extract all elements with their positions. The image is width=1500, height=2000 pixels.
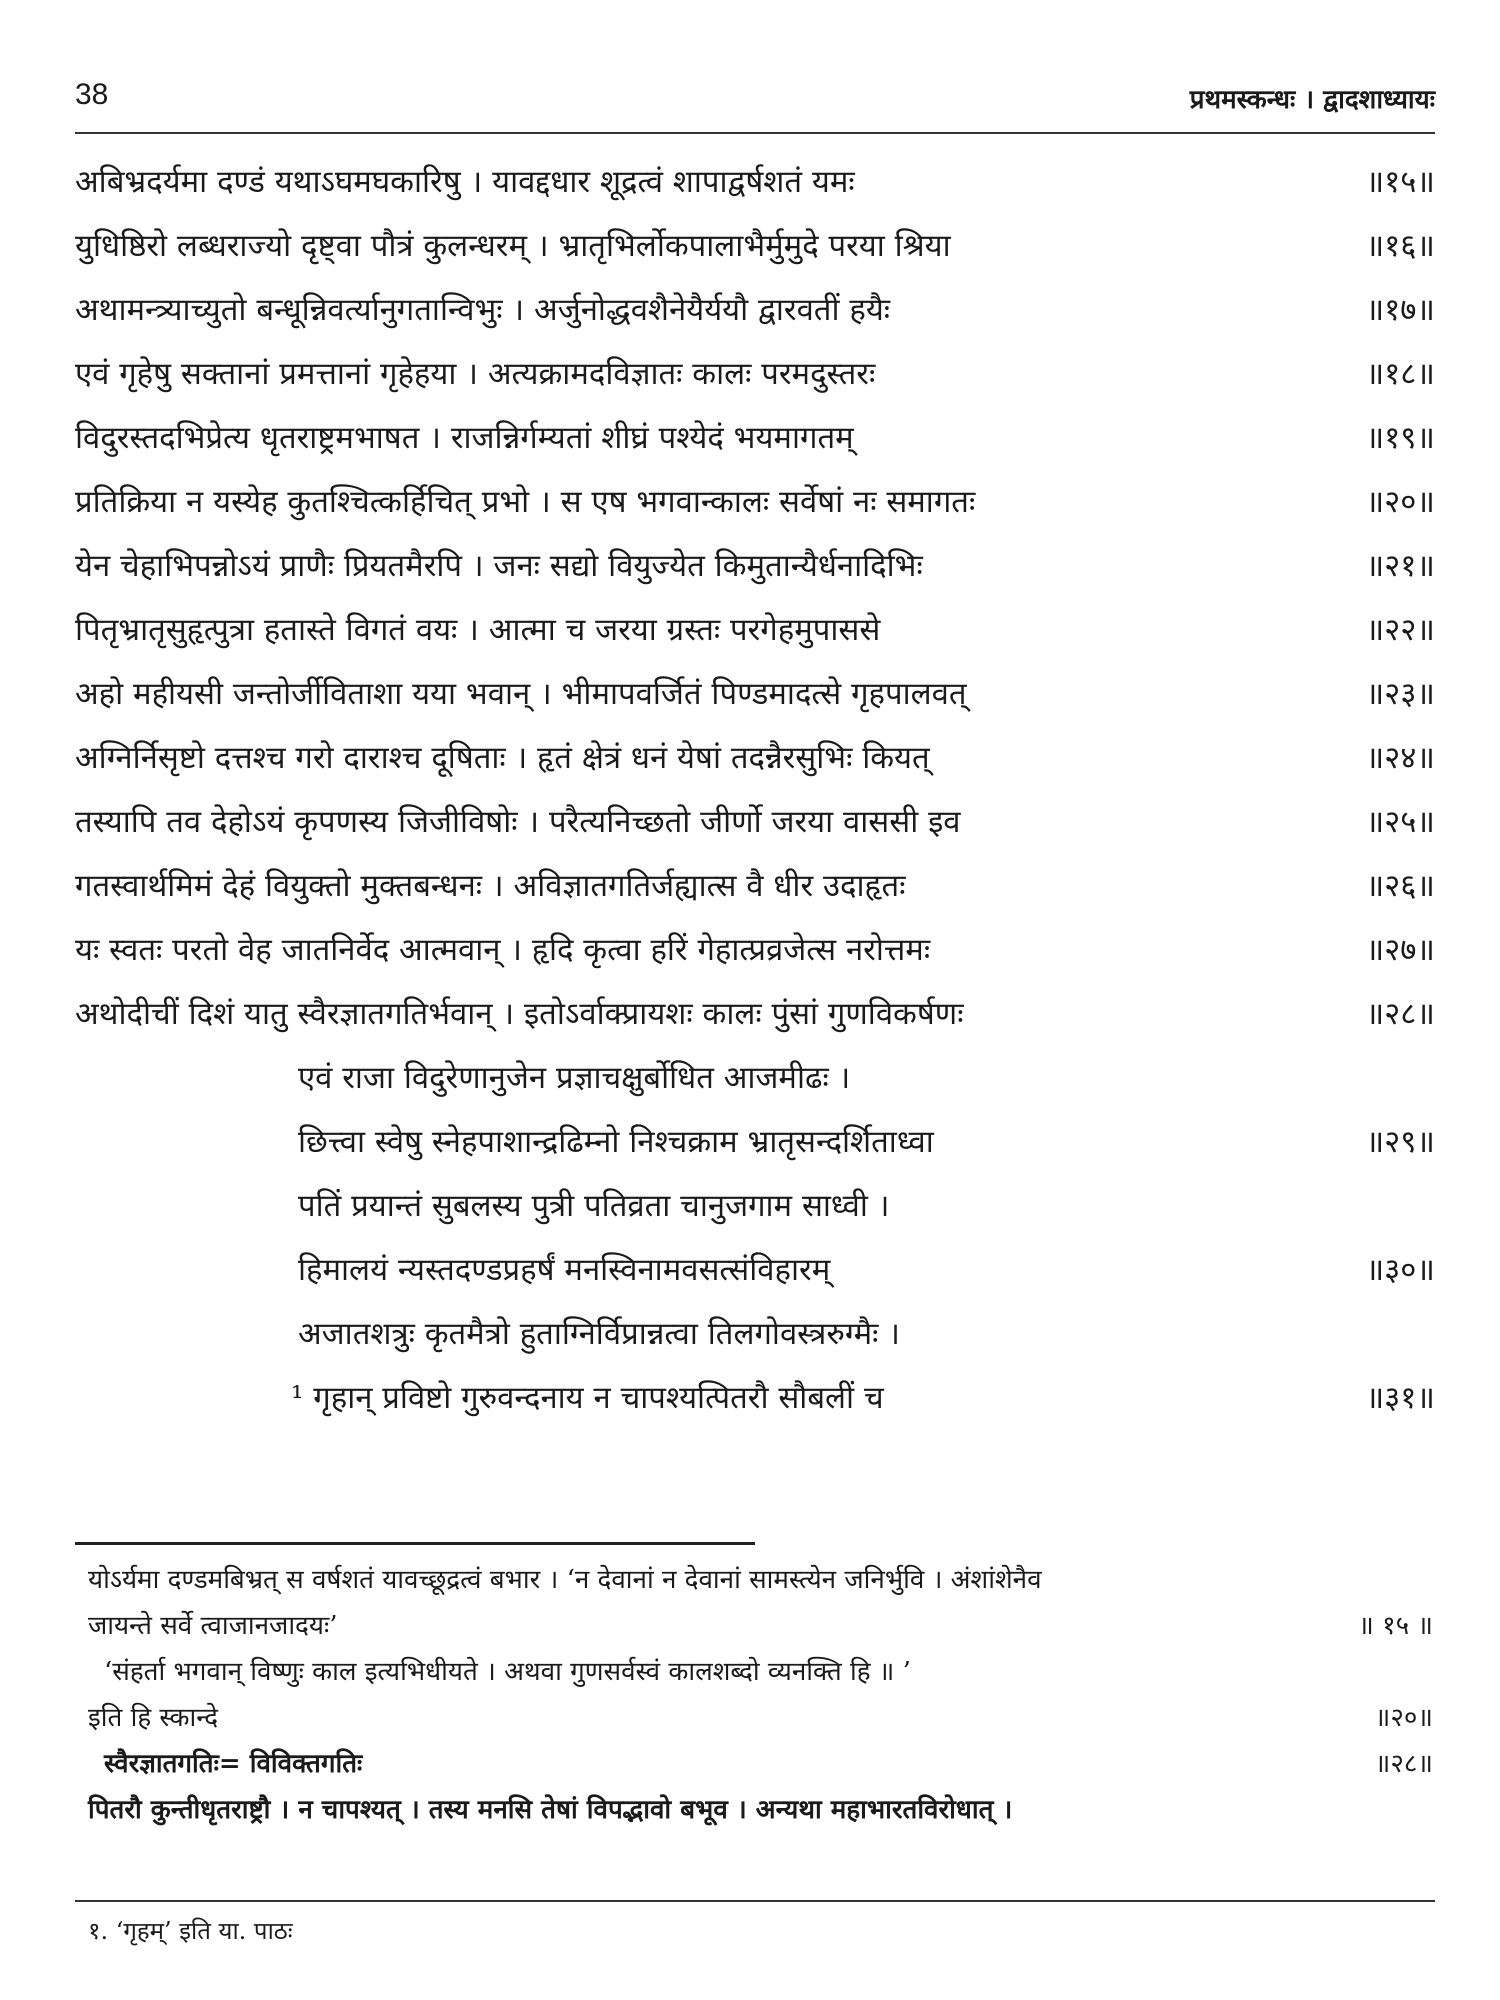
verse-line: [75, 798, 1435, 862]
verse-number: ॥२१॥: [1365, 548, 1435, 584]
header-divider: [75, 132, 1435, 134]
verse-line: [75, 670, 1435, 734]
commentary-divider: [75, 1542, 755, 1545]
commentary-text: योऽर्यमा दण्डमबिभ्रत् स वर्षशतं यावच्छूद्रत्वं बभार । ‘न देवानां न देवानां सामस्त्येन जनिर्भुवि । अंशांशेनैव: [88, 1565, 1042, 1595]
verse-text: अहो महीयसी जन्तोर्जीविताशा यया भवान् । भीमापवर्जितं पिण्डमादत्से गृहपालवत्: [75, 676, 967, 712]
verse-number: ॥२५॥: [1365, 804, 1435, 840]
commentary-text: जायन्ते सर्वे त्वाजानजादयः’: [88, 1611, 338, 1641]
verse-line: [75, 542, 1435, 606]
commentary-ref: ॥ १५ ॥: [1358, 1611, 1433, 1641]
verse-line: [75, 478, 1435, 542]
verse-line: [75, 286, 1435, 350]
indented-verse-line: [75, 1246, 1435, 1310]
commentary-line: [88, 1652, 1433, 1698]
verse-number: ॥२३॥: [1365, 676, 1435, 712]
verse-line: [75, 222, 1435, 286]
verse-number: ॥३१॥: [1365, 1380, 1435, 1416]
verse-text: गतस्वार्थमिमं देहं वियुक्तो मुक्तबन्धनः । अविज्ञातगतिर्जह्यात्स वै धीर उदाहृतः: [75, 868, 906, 904]
verse-text: विदुरस्तदभिप्रेत्य धृतराष्ट्रमभाषत । राजन्निर्गम्यतां शीघ्रं पश्येदं भयमागतम्: [75, 420, 854, 456]
verse-line: [75, 414, 1435, 478]
verse-text: यः स्वतः परतो वेह जातनिर्वेद आत्मवान् । हृदि कृत्वा हरिं गेहात्प्रव्रजेत्स नरोत्तमः: [75, 932, 931, 968]
indented-verse-line: [75, 1118, 1435, 1182]
verse-number: ॥१६॥: [1365, 228, 1435, 264]
verse-number: ॥३०॥: [1365, 1252, 1435, 1288]
verse-text: अग्निर्निसृष्टो दत्तश्च गरो दाराश्च दूषिताः । हृतं क्षेत्रं धनं येषां तदन्नैरसुभिः कियत्: [75, 740, 930, 776]
verse-text: छित्त्वा स्वेषु स्नेहपाशान्द्रढिम्नो निश्चक्राम भ्रातृसन्दर्शिताध्वा: [298, 1124, 934, 1160]
verse-text: पतिं प्रयान्तं सुबलस्य पुत्री पतिव्रता चानुजगाम साध्वी ।: [298, 1188, 890, 1224]
verse-text: एवं राजा विदुरेणानुजेन प्रज्ञाचक्षुर्बोधित आजमीढः ।: [298, 1060, 851, 1096]
verse-number: ॥२०॥: [1365, 484, 1435, 520]
verse-text: युधिष्ठिरो लब्धराज्यो दृष्ट्वा पौत्रं कुलन्धरम् । भ्रातृभिर्लोकपालाभैर्मुमुदे परया श्रिया: [75, 228, 951, 264]
verse-number: ॥१७॥: [1365, 292, 1435, 328]
commentary-line: [88, 1698, 1433, 1744]
verse-number: ॥२८॥: [1365, 996, 1435, 1032]
verse-number: ॥१५॥: [1365, 164, 1435, 200]
commentary-line: [88, 1606, 1433, 1652]
running-title: प्रथमस्कन्धः । द्वादशाध्यायः: [1189, 85, 1435, 115]
verse-text: प्रतिक्रिया न यस्येह कुतश्चित्कर्हिचित् प्रभो । स एष भगवान्कालः सर्वेषां नः समागतः: [75, 484, 976, 520]
footnote: १. ‘गृहम्’ इति या. पाठः: [88, 1917, 293, 1945]
commentary-text: ‘संहर्ता भगवान् विष्णुः काल इत्यभिधीयते । अथवा गुणसर्वस्वं कालशब्दो व्यनक्ति हि ॥ ’: [104, 1657, 911, 1687]
page-number: 38: [75, 78, 109, 111]
verse-text: ¹ गृहान् प्रविष्टो गुरुवन्दनाय न चापश्यत्पितरौ सौबलीं च: [291, 1380, 884, 1416]
verse-number: ॥२४॥: [1365, 740, 1435, 776]
verse-line: [75, 606, 1435, 670]
commentary-ref: ॥२८॥: [1374, 1749, 1433, 1779]
verse-line: [75, 734, 1435, 798]
commentary-line: [88, 1744, 1433, 1790]
verse-number: ॥२२॥: [1365, 612, 1435, 648]
verse-number: ॥२९॥: [1365, 1124, 1435, 1160]
verse-line: [75, 926, 1435, 990]
indented-verse-line: [75, 1182, 1435, 1246]
commentary-text: इति हि स्कान्दे: [88, 1703, 219, 1733]
commentary-ref: ॥२०॥: [1374, 1703, 1433, 1733]
indented-verse-line: [75, 1374, 1435, 1438]
verse-line: [75, 990, 1435, 1054]
verse-text: हिमालयं न्यस्तदण्डप्रहर्षं मनस्विनामवसत्संविहारम्: [298, 1252, 831, 1288]
page-header: [75, 78, 1435, 126]
verse-number: ॥२७॥: [1365, 932, 1435, 968]
verse-number: ॥२६॥: [1365, 868, 1435, 904]
footnote-divider: [75, 1900, 1435, 1902]
verse-text: तस्यापि तव देहोऽयं कृपणस्य जिजीविषोः । परैत्यनिच्छतो जीर्णो जरया वाससी इव: [75, 804, 961, 840]
commentary-block: [88, 1560, 1433, 1836]
indented-verse-line: [75, 1310, 1435, 1374]
commentary-text: स्वैरज्ञातगतिः= विविक्तगतिः: [104, 1749, 363, 1779]
commentary-line: [88, 1560, 1433, 1606]
commentary-text: पितरौ कुन्तीधृतराष्ट्रौ । न चापश्यत् । तस्य मनसि तेषां विपद्भावो बभूव । अन्यथा महाभारतविरोधात् ।: [88, 1795, 1013, 1825]
indented-verse-line: [75, 1054, 1435, 1118]
verse-text: अथामन्त्र्याच्युतो बन्धून्निवर्त्यानुगतान्विभुः । अर्जुनोद्धवशैनेयैर्ययौ द्वारवतीं हयैः: [75, 292, 891, 328]
verse-text: अथोदीचीं दिशं यातु स्वैरज्ञातगतिर्भवान् । इतोऽर्वाक्प्रायशः कालः पुंसां गुणविकर्षणः: [75, 996, 964, 1032]
verse-text: अजातशत्रुः कृतमैत्रो हुताग्निर्विप्रान्नत्वा तिलगोवस्त्ररुग्मैः ।: [298, 1316, 901, 1352]
verse-text: पितृभ्रातृसुहृत्पुत्रा हतास्ते विगतं वयः । आत्मा च जरया ग्रस्तः परगेहमुपाससे: [75, 612, 881, 648]
verse-text: अबिभ्रदर्यमा दण्डं यथाऽघमघकारिषु । यावद्दधार शूद्रत्वं शापाद्वर्षशतं यमः: [75, 164, 855, 200]
verse-number: ॥१९॥: [1365, 420, 1435, 456]
verse-block: [75, 158, 1435, 1438]
verse-text: एवं गृहेषु सक्तानां प्रमत्तानां गृहेहया । अत्यक्रामदविज्ञातः कालः परमदुस्तरः: [75, 356, 876, 392]
verse-line: [75, 862, 1435, 926]
verse-line: [75, 158, 1435, 222]
verse-text: येन चेहाभिपन्नोऽयं प्राणैः प्रियतमैरपि । जनः सद्यो वियुज्येत किमुतान्यैर्धनादिभिः: [75, 548, 923, 584]
verse-line: [75, 350, 1435, 414]
commentary-line: [88, 1790, 1433, 1836]
verse-number: ॥१८॥: [1365, 356, 1435, 392]
